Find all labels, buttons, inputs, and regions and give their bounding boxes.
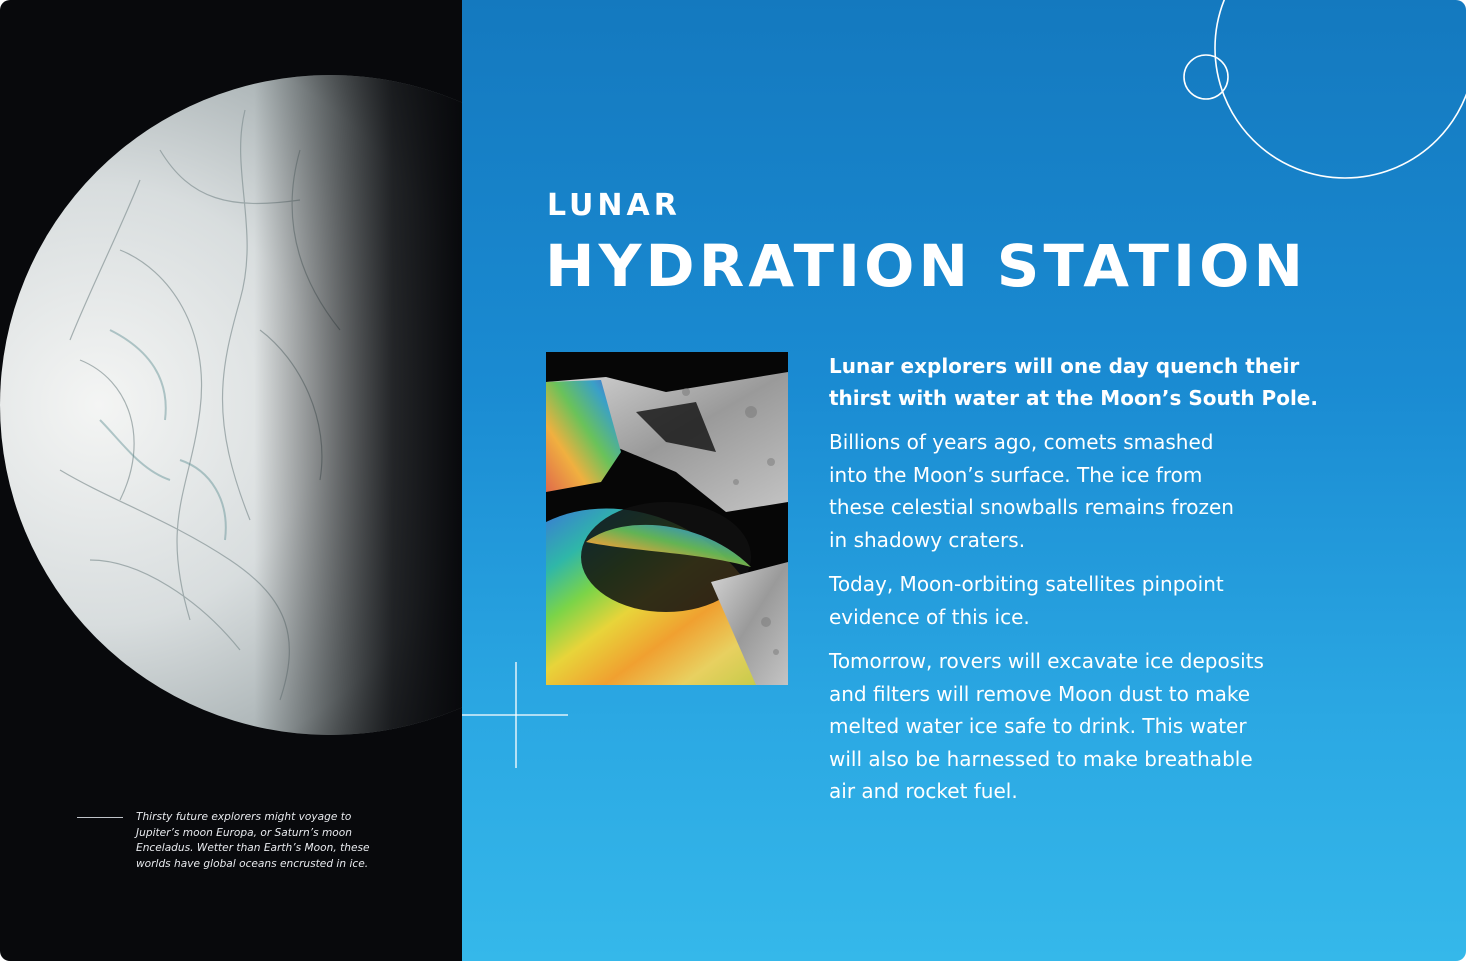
paragraph-2: Today, Moon-orbiting satellites pinpoint evidence of this ice. <box>829 572 1224 629</box>
header-kicker: LUNAR <box>547 188 681 223</box>
left-image-column <box>0 0 462 961</box>
caption-divider <box>77 817 123 818</box>
planet-icon <box>0 0 462 740</box>
paragraph-1: Billions of years ago, comets smashed into the Moon’s surface. The ice from these celestial snowballs remains frozen in shadowy craters. <box>829 430 1234 552</box>
planet-image <box>0 0 462 740</box>
crater-image-icon <box>546 352 788 685</box>
planet-caption: Thirsty future explorers might voyage to Jupiter’s moon Europa, or Saturn’s moon Enceladus. Wetter than Earth’s Moon, these worlds have global oceans encrusted in ice. <box>136 811 370 870</box>
lede-paragraph: Lunar explorers will one day quench their thirst with water at the Moon’s South Pole. <box>829 354 1318 410</box>
body-text <box>829 350 1429 820</box>
orbit-circle-icon <box>1215 0 1466 178</box>
page-title: HYDRATION STATION <box>545 232 1308 300</box>
right-content-column <box>462 0 1466 961</box>
small-orbit-planet-icon <box>1184 55 1228 99</box>
crater-image <box>546 352 788 685</box>
paragraph-3: Tomorrow, rovers will excavate ice deposits and filters will remove Moon dust to make melted water ice safe to drink. This water will also be harnessed to make breathable air and rocket fuel. <box>829 649 1264 803</box>
